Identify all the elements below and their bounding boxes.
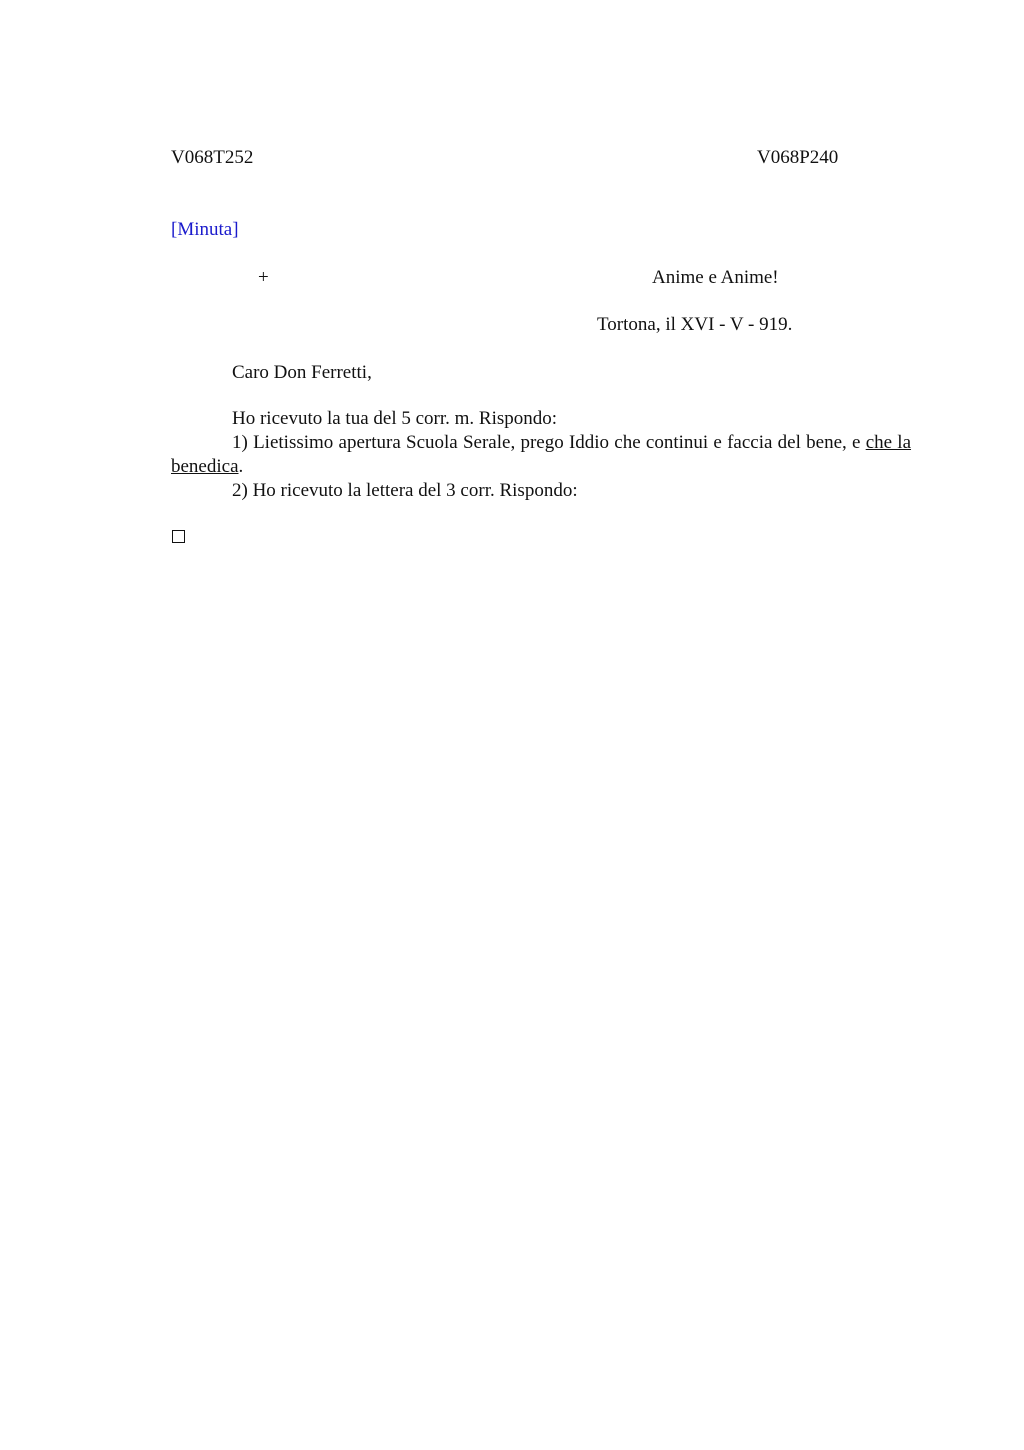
- letter-intro: Ho ricevuto la tua del 5 corr. m. Rispondo:: [232, 408, 558, 429]
- letter-body: [171, 407, 911, 503]
- point-1-underlined: che la benedica: [171, 432, 912, 477]
- motto: Anime e Anime!: [652, 267, 779, 288]
- minuta-note: [Minuta]: [171, 219, 239, 240]
- cross-symbol: +: [258, 267, 269, 288]
- point-1-end: .: [238, 456, 244, 477]
- dateline: Tortona, il XVI - V - 919.: [597, 314, 793, 335]
- document-code-left: V068T252: [171, 147, 254, 168]
- letter-point-1: [171, 431, 911, 479]
- end-square-icon: [172, 530, 185, 543]
- document-code-right: V068P240: [757, 147, 839, 168]
- salutation: Caro Don Ferretti,: [232, 362, 372, 383]
- point-1-text: 1) Lietissimo apertura Scuola Serale, prego Iddio che continui e faccia del bene, e: [232, 432, 866, 453]
- letter-point-2: 2) Ho ricevuto la lettera del 3 corr. Rispondo:: [232, 480, 578, 501]
